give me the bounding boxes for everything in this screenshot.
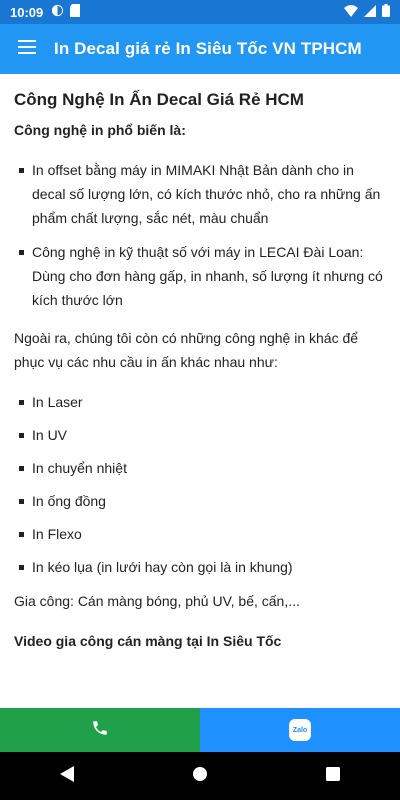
bullet-icon [19, 499, 24, 504]
zalo-button[interactable] [200, 708, 400, 752]
recents-square-icon [326, 767, 340, 786]
recents-button[interactable] [313, 756, 353, 796]
hamburger-menu-icon [18, 40, 36, 59]
menu-button[interactable] [0, 24, 54, 74]
status-time: 10:09 [10, 4, 44, 20]
call-button[interactable] [0, 708, 200, 752]
list-item [14, 390, 386, 414]
primary-technology-list [14, 158, 386, 312]
status-bar [0, 0, 400, 24]
list-item [14, 158, 386, 230]
list-item-text: In Laser [32, 394, 83, 410]
list-item [14, 240, 386, 312]
sd-card-icon [70, 4, 80, 20]
list-item-text: In UV [32, 427, 68, 443]
list-item [14, 423, 386, 447]
list-item-text: In Flexo [32, 526, 82, 542]
system-nav-bar [0, 752, 400, 800]
bullet-icon [19, 433, 24, 438]
bullet-icon [19, 168, 24, 173]
processing-paragraph: Gia công: Cán màng bóng, phủ UV, bế, cấn,... [14, 593, 300, 609]
bullet-icon [19, 532, 24, 537]
list-item-text: In ống đồng [32, 493, 106, 509]
contact-bar [0, 708, 400, 752]
app-bar [0, 24, 400, 74]
bullet-icon [19, 400, 24, 405]
list-item [14, 522, 386, 546]
bullet-icon [19, 466, 24, 471]
video-heading: Video gia công cán màng tại In Siêu Tốc [14, 633, 282, 649]
cell-signal-icon [364, 5, 376, 20]
home-button[interactable] [180, 756, 220, 796]
intro-paragraph: Ngoài ra, chúng tôi còn có những công nghệ in khác để phục vụ các nhu cầu in ấn khác nhau như: [14, 330, 359, 370]
wifi-icon [344, 5, 358, 20]
zalo-icon: Zalo [289, 719, 311, 741]
list-item [14, 555, 386, 579]
data-saver-icon [51, 4, 64, 20]
list-item-text: In kéo lụa (in lưới hay còn gọi là in khung) [32, 559, 293, 575]
back-button[interactable] [47, 756, 87, 796]
back-triangle-icon [60, 766, 74, 787]
bullet-icon [19, 250, 24, 255]
app-bar-title: In Decal giá rẻ In Siêu Tốc VN TPHCM [54, 39, 362, 58]
list-item-text: In offset bằng máy in MIMAKI Nhật Bản dành cho in decal số lượng lớn, có kích thước nhỏ, cho ra những ấn phẩm chất lượng, sắc nét, màu chuẩn [32, 162, 381, 226]
list-item-text: Công nghệ in kỹ thuật số với máy in LECAI Đài Loan: Dùng cho đơn hàng gấp, in nhanh, số lượng ít nhưng có kích thước lớn [32, 244, 383, 308]
bullet-icon [19, 565, 24, 570]
home-circle-icon [192, 766, 208, 787]
article-content [0, 74, 400, 708]
article-heading: Công Nghệ In Ấn Decal Giá Rẻ HCM [14, 90, 304, 109]
list-item-text: In chuyển nhiệt [32, 460, 127, 476]
secondary-technology-list [14, 390, 386, 579]
list-item [14, 456, 386, 480]
phone-icon [91, 719, 109, 742]
list-item [14, 489, 386, 513]
article-subheading: Công nghệ in phổ biến là: [14, 122, 186, 138]
battery-icon [382, 4, 390, 20]
